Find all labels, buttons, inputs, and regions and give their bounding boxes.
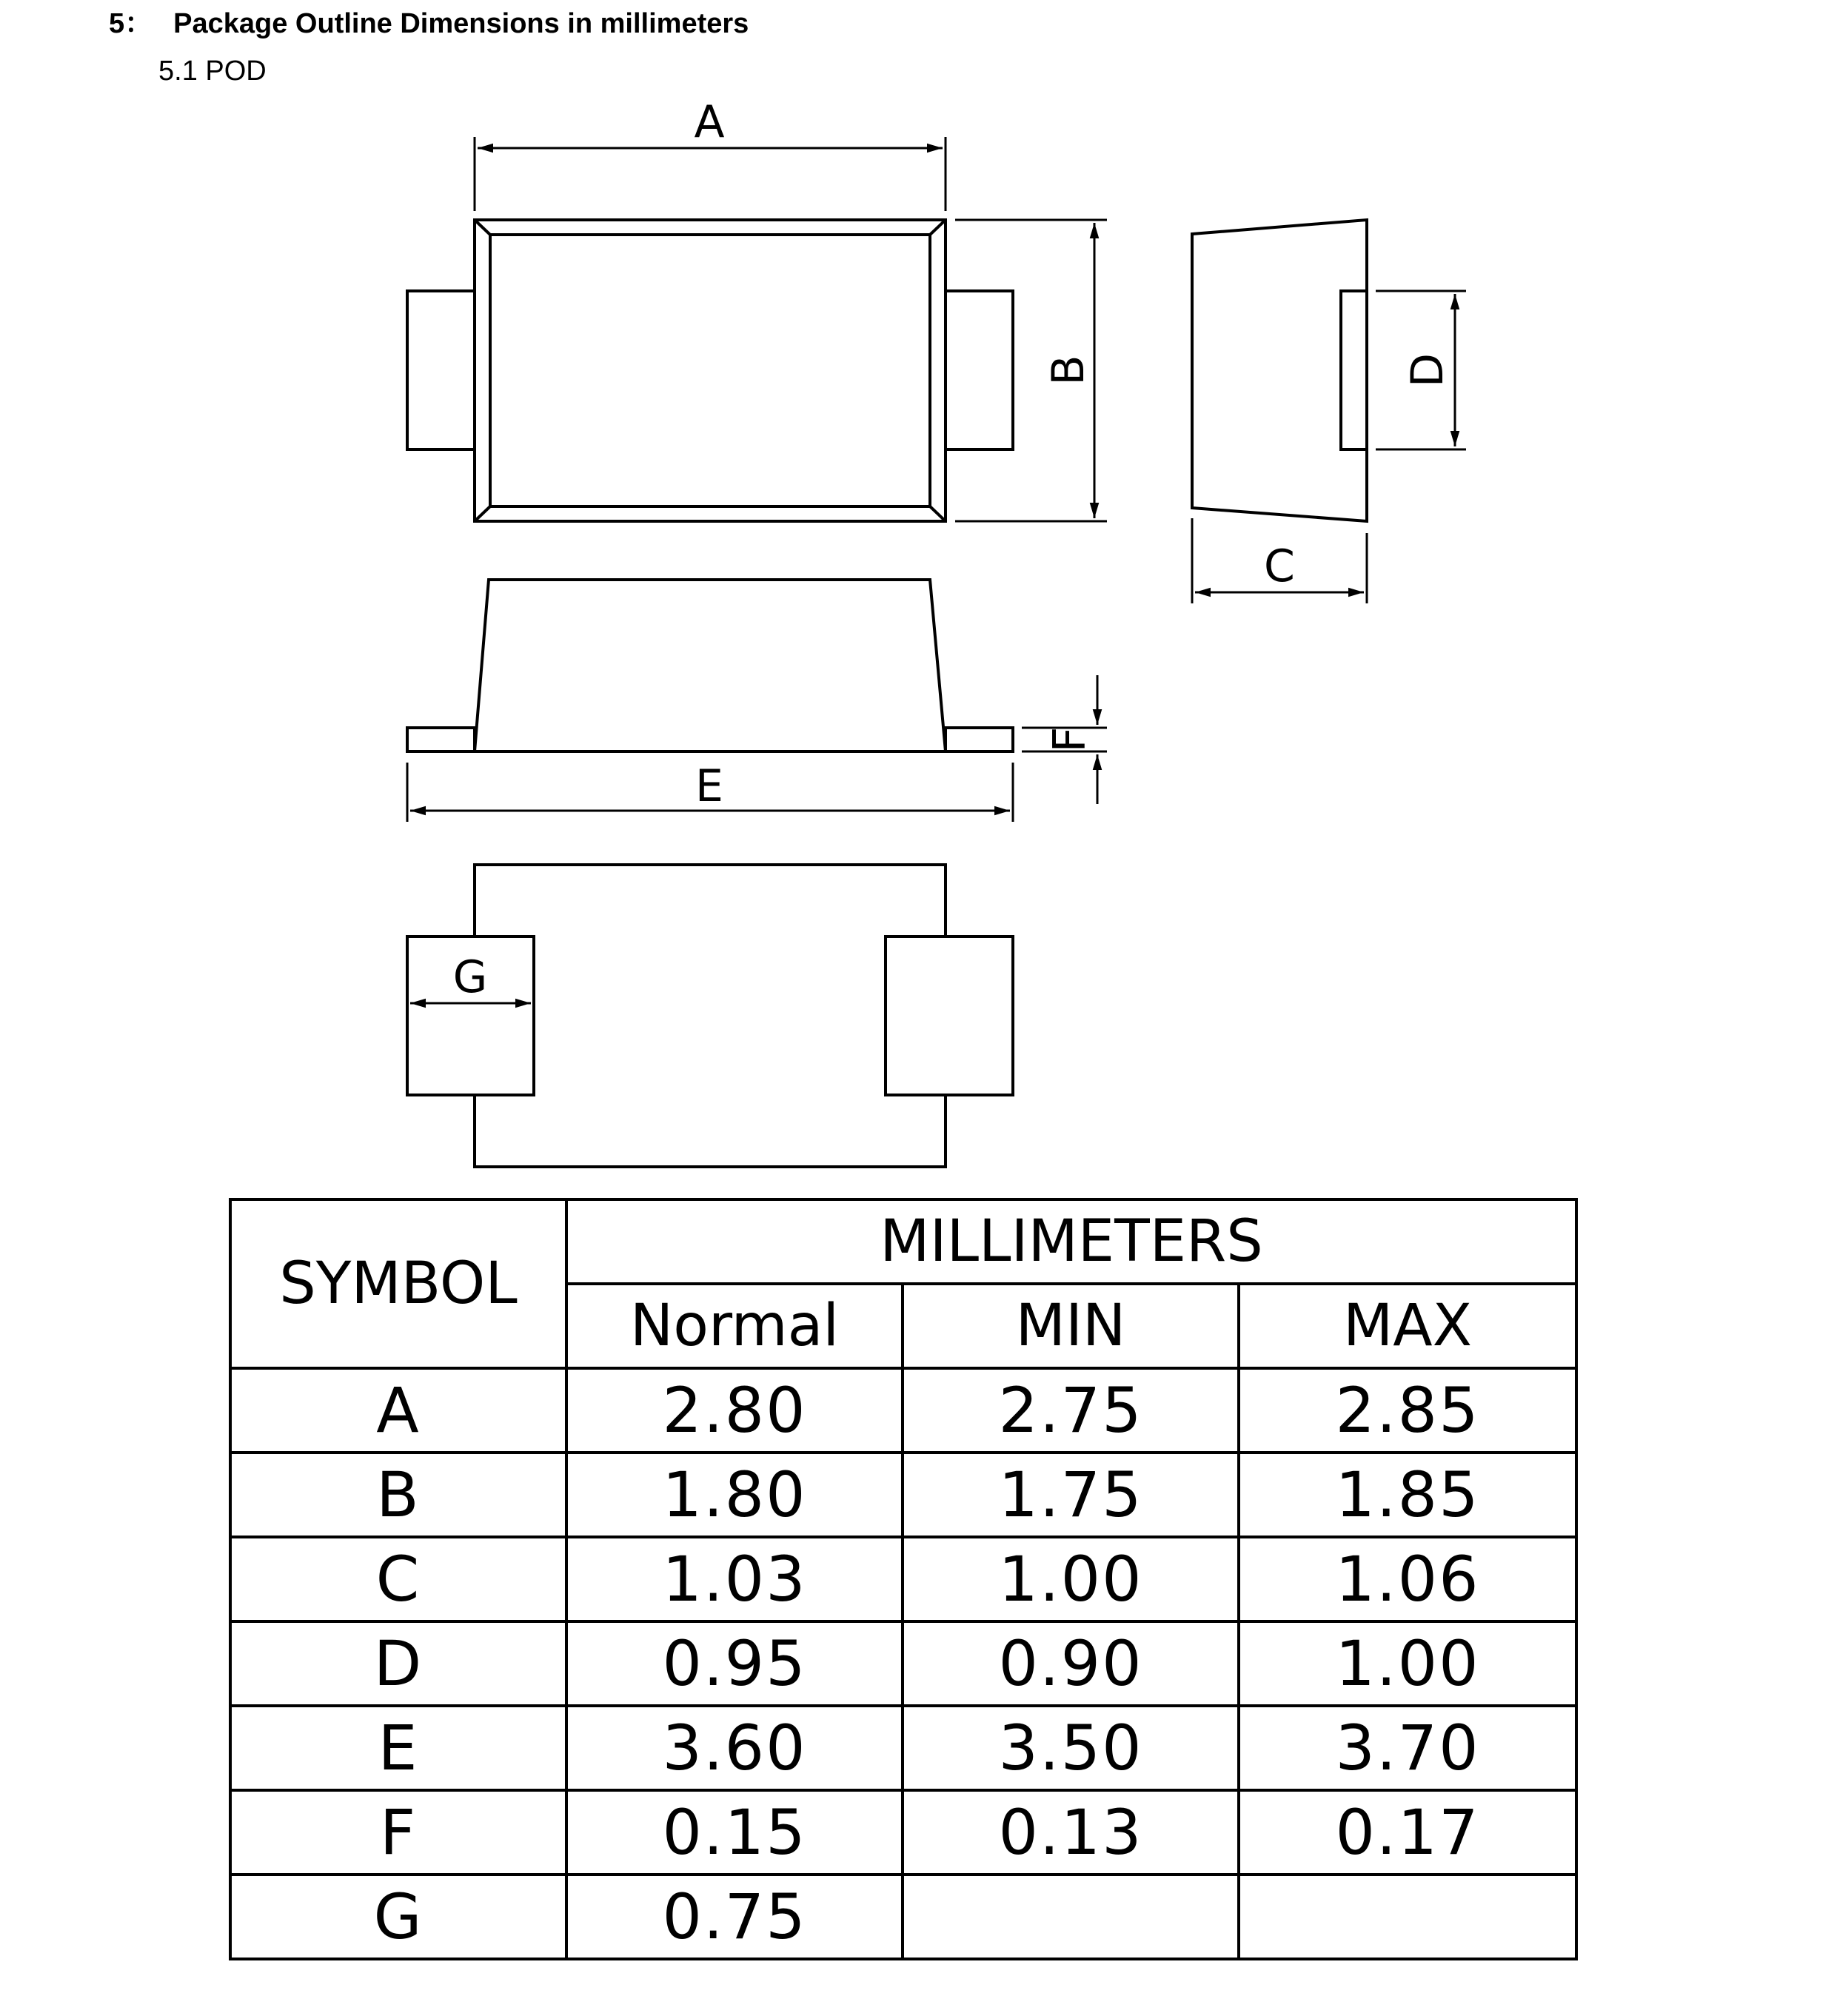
normal-cell: 3.60 bbox=[566, 1706, 903, 1790]
millimeters-header: MILLIMETERS bbox=[566, 1199, 1576, 1284]
max-cell: 1.85 bbox=[1239, 1453, 1576, 1537]
end-view bbox=[1192, 220, 1367, 521]
column-header-max: MAX bbox=[1239, 1284, 1576, 1368]
label-d: D bbox=[1402, 352, 1453, 388]
column-header-normal: Normal bbox=[566, 1284, 903, 1368]
table-row bbox=[230, 1621, 1576, 1706]
max-cell: 2.85 bbox=[1239, 1368, 1576, 1453]
front-view-right-lead bbox=[946, 728, 1013, 751]
bottom-view-body bbox=[475, 865, 946, 1167]
top-view-left-lead bbox=[407, 291, 475, 449]
symbol-cell: B bbox=[230, 1453, 566, 1537]
front-view-body bbox=[475, 580, 946, 751]
bottom-view bbox=[407, 865, 1013, 1167]
table-row bbox=[230, 1790, 1576, 1875]
front-view-left-lead bbox=[407, 728, 475, 751]
section-title: Package Outline Dimensions in millimeters bbox=[173, 8, 749, 39]
table-row bbox=[230, 1368, 1576, 1453]
table-row bbox=[230, 1706, 1576, 1790]
dimension-a bbox=[475, 137, 946, 211]
label-a: A bbox=[694, 96, 725, 148]
min-cell: 1.75 bbox=[903, 1453, 1239, 1537]
max-cell: 1.00 bbox=[1239, 1621, 1576, 1706]
top-view bbox=[407, 220, 1013, 521]
dimensions-table bbox=[229, 1198, 1578, 1960]
top-view-body-outer bbox=[475, 220, 946, 521]
table-row bbox=[230, 1875, 1576, 1959]
end-view-lead bbox=[1341, 291, 1367, 449]
min-cell: 1.00 bbox=[903, 1537, 1239, 1621]
front-view bbox=[407, 580, 1013, 751]
symbol-cell: D bbox=[230, 1621, 566, 1706]
symbol-cell: C bbox=[230, 1537, 566, 1621]
label-f: F bbox=[1044, 726, 1096, 753]
normal-cell: 1.03 bbox=[566, 1537, 903, 1621]
top-view-body-inner bbox=[490, 235, 930, 506]
symbol-header: SYMBOL bbox=[230, 1199, 566, 1368]
symbol-cell: F bbox=[230, 1790, 566, 1875]
bottom-view-right-pad bbox=[886, 937, 1013, 1095]
label-c: C bbox=[1264, 540, 1295, 592]
normal-cell: 0.95 bbox=[566, 1621, 903, 1706]
min-cell bbox=[903, 1875, 1239, 1959]
table-header-row-1 bbox=[230, 1199, 1576, 1284]
symbol-cell: A bbox=[230, 1368, 566, 1453]
min-cell: 2.75 bbox=[903, 1368, 1239, 1453]
min-cell: 3.50 bbox=[903, 1706, 1239, 1790]
symbol-cell: E bbox=[230, 1706, 566, 1790]
label-g: G bbox=[452, 951, 488, 1003]
normal-cell: 2.80 bbox=[566, 1368, 903, 1453]
label-e: E bbox=[695, 760, 723, 812]
normal-cell: 1.80 bbox=[566, 1453, 903, 1537]
symbol-cell: G bbox=[230, 1875, 566, 1959]
label-b: B bbox=[1043, 355, 1094, 386]
max-cell: 0.17 bbox=[1239, 1790, 1576, 1875]
section-subtitle: 5.1 POD bbox=[158, 56, 267, 87]
table-row bbox=[230, 1453, 1576, 1537]
normal-cell: 0.75 bbox=[566, 1875, 903, 1959]
section-number: 5： bbox=[109, 8, 153, 39]
max-cell: 3.70 bbox=[1239, 1706, 1576, 1790]
column-header-min: MIN bbox=[903, 1284, 1239, 1368]
max-cell bbox=[1239, 1875, 1576, 1959]
top-view-right-lead bbox=[946, 291, 1013, 449]
min-cell: 0.13 bbox=[903, 1790, 1239, 1875]
table-row bbox=[230, 1537, 1576, 1621]
min-cell: 0.90 bbox=[903, 1621, 1239, 1706]
normal-cell: 0.15 bbox=[566, 1790, 903, 1875]
max-cell: 1.06 bbox=[1239, 1537, 1576, 1621]
